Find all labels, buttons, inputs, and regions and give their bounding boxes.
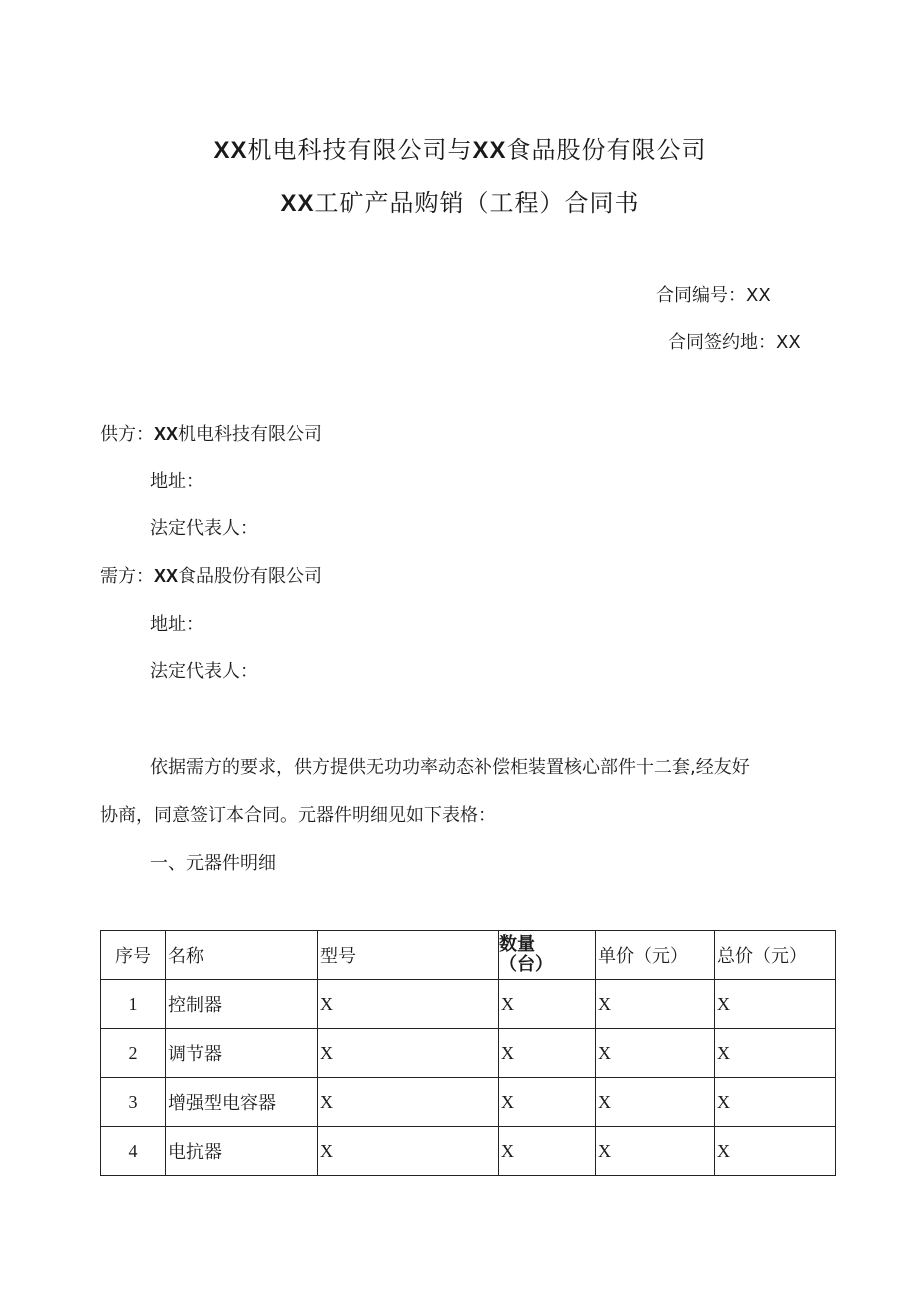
row-unit-price: X: [596, 1029, 715, 1078]
buyer-name: 食品股份有限公司: [178, 566, 323, 587]
buyer-name-prefix: XX: [154, 566, 179, 586]
header-total-price: 总价（元）: [715, 931, 836, 980]
contract-number: 合同编号：XX: [656, 285, 771, 306]
header-unit-price: 单价（元）: [596, 931, 715, 980]
title-party-a: 机电科技有限公司与: [247, 136, 473, 164]
row-quantity: X: [499, 980, 596, 1029]
supplier-legal-rep: 法定代表人：: [150, 518, 258, 539]
row-total-price: X: [715, 980, 836, 1029]
row-model: X: [318, 1029, 499, 1078]
table-row: [101, 1029, 836, 1078]
row-quantity: X: [499, 1078, 596, 1127]
row-name: 增强型电容器: [166, 1078, 318, 1127]
header-quantity-label: 数量: [499, 934, 535, 955]
buyer-address: 地址：: [150, 614, 204, 635]
components-table: [100, 930, 836, 1176]
title-party-a-prefix: XX: [213, 137, 248, 164]
header-name: 名称: [166, 931, 318, 980]
row-name: 调节器: [166, 1029, 318, 1078]
supplier-name: 机电科技有限公司: [178, 424, 323, 445]
row-name: 控制器: [166, 980, 318, 1029]
row-no: 3: [101, 1078, 166, 1127]
table-row: [101, 1127, 836, 1176]
supplier-name-prefix: XX: [154, 424, 179, 444]
supplier-label: 供方：: [100, 424, 154, 445]
row-no: 2: [101, 1029, 166, 1078]
table-row: [101, 1078, 836, 1127]
title-doc-prefix: XX: [280, 190, 315, 217]
row-model: X: [318, 1127, 499, 1176]
buyer-label: 需方：: [100, 566, 154, 587]
title-line-1: [0, 130, 920, 165]
row-total-price: X: [715, 1127, 836, 1176]
body-paragraph-line-1: 依据需方的要求，供方提供无功功率动态补偿柜装置核心部件十二套,经友好: [150, 757, 750, 778]
section-heading: 一、元器件明细: [150, 853, 276, 874]
row-model: X: [318, 980, 499, 1029]
title-party-b: 食品股份有限公司: [506, 136, 707, 164]
row-total-price: X: [715, 1078, 836, 1127]
row-unit-price: X: [596, 1127, 715, 1176]
row-unit-price: X: [596, 1078, 715, 1127]
supplier-line: [100, 420, 322, 446]
title-party-b-prefix: XX: [472, 137, 507, 164]
row-total-price: X: [715, 1029, 836, 1078]
body-paragraph-line-2: 协商，同意签订本合同。元器件明细见如下表格：: [100, 805, 496, 826]
supplier-address: 地址：: [150, 471, 204, 492]
buyer-legal-rep: 法定代表人：: [150, 661, 258, 682]
row-no: 4: [101, 1127, 166, 1176]
row-quantity: X: [499, 1127, 596, 1176]
row-model: X: [318, 1078, 499, 1127]
row-no: 1: [101, 980, 166, 1029]
row-name: 电抗器: [166, 1127, 318, 1176]
table-header-row: [101, 931, 836, 980]
title-doc-name: 工矿产品购销（工程）合同书: [314, 189, 640, 217]
table-row: [101, 980, 836, 1029]
header-no: 序号: [101, 931, 166, 980]
header-quantity-unit: （台）: [499, 954, 553, 975]
row-unit-price: X: [596, 980, 715, 1029]
header-quantity: [499, 931, 596, 980]
buyer-line: [100, 562, 322, 588]
signing-place: 合同签约地：XX: [668, 332, 801, 353]
title-line-2: [0, 183, 920, 218]
row-quantity: X: [499, 1029, 596, 1078]
header-model: 型号: [318, 931, 499, 980]
